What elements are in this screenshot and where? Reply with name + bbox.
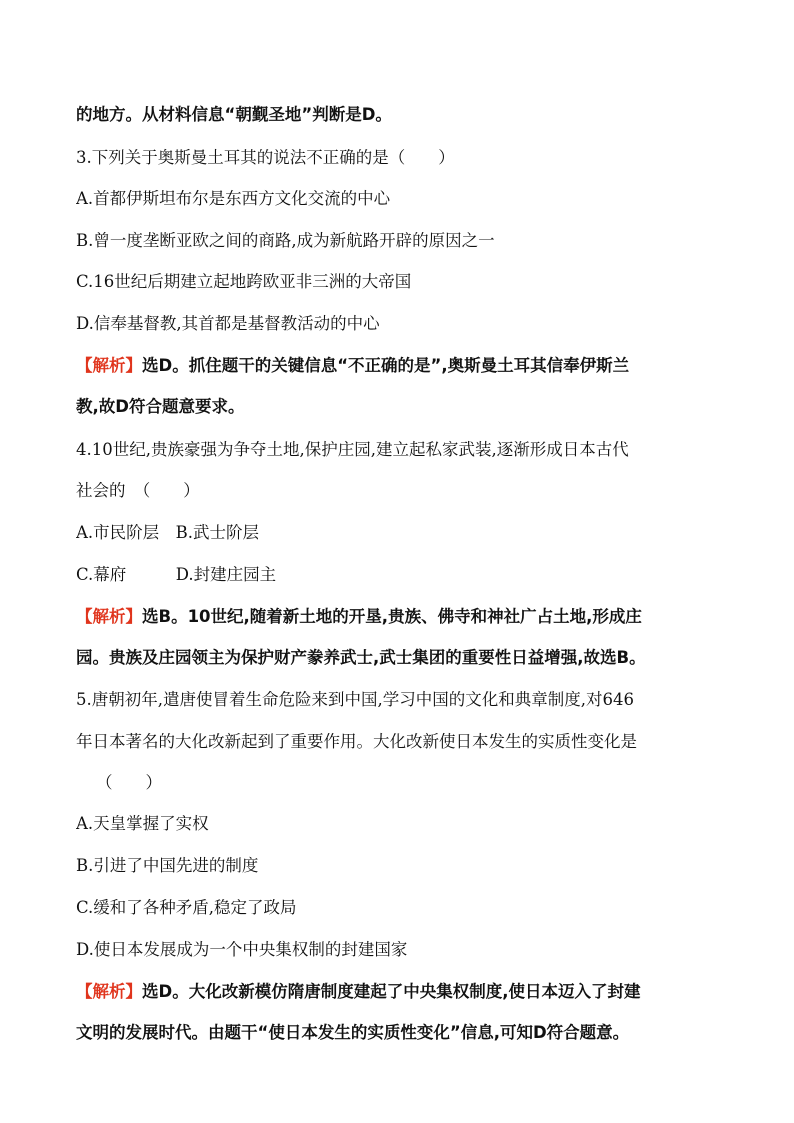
analysis-tag: 【解析】 bbox=[76, 356, 142, 375]
question-4-stem-line-2: 社会的 （ ） bbox=[76, 481, 200, 500]
question-3-option-c: C.16世纪后期建立起地跨欧亚非三洲的大帝国 bbox=[76, 272, 412, 291]
question-3-option-d: D.信奉基督教,其首都是基督教活动的中心 bbox=[76, 314, 380, 333]
analysis-text: 选D。大化改新模仿隋唐制度建起了中央集权制度,使日本迈入了封建 bbox=[142, 982, 641, 1001]
question-3-option-b: B.曾一度垄断亚欧之间的商路,成为新航路开辟的原因之一 bbox=[76, 231, 495, 250]
question-4-options-row-1: A.市民阶层 B.武士阶层 bbox=[76, 523, 260, 542]
question-5-analysis-line-2: 文明的发展时代。由题干“使日本发生的实质性变化”信息,可知D符合题意。 bbox=[76, 1023, 630, 1042]
question-4-stem-line-1: 4.10世纪,贵族豪强为争夺土地,保护庄园,建立起私家武装,逐渐形成日本古代 bbox=[76, 440, 629, 459]
question-5-analysis-line-1 bbox=[76, 981, 726, 1003]
question-3-analysis-line-2: 教,故D符合题意要求。 bbox=[76, 397, 245, 416]
analysis-text: 选D。抓住题干的关键信息“不正确的是”,奥斯曼土耳其信奉伊斯兰 bbox=[142, 356, 630, 375]
question-5-option-b: B.引进了中国先进的制度 bbox=[76, 856, 259, 875]
question-5-stem-line-1: 5.唐朝初年,遣唐使冒着生命危险来到中国,学习中国的文化和典章制度,对646 bbox=[76, 690, 634, 709]
analysis-tag: 【解析】 bbox=[76, 982, 142, 1001]
previous-analysis-continuation: 的地方。从材料信息“朝觐圣地”判断是D。 bbox=[76, 105, 392, 124]
analysis-tag: 【解析】 bbox=[76, 607, 142, 626]
question-5-stem-line-3: （ ） bbox=[96, 773, 162, 792]
question-3-stem: 3.下列关于奥斯曼土耳其的说法不正确的是（ ） bbox=[76, 148, 455, 167]
question-5-option-a: A.天皇掌握了实权 bbox=[76, 814, 209, 833]
question-4-analysis-line-1 bbox=[76, 606, 726, 628]
question-5-option-c: C.缓和了各种矛盾,稳定了政局 bbox=[76, 898, 297, 917]
question-3-option-a: A.首都伊斯坦布尔是东西方文化交流的中心 bbox=[76, 189, 391, 208]
question-4-analysis-line-2: 园。贵族及庄园领主为保护财产豢养武士,武士集团的重要性日益增强,故选B。 bbox=[76, 648, 646, 667]
question-5-option-d: D.使日本发展成为一个中央集权制的封建国家 bbox=[76, 940, 408, 959]
question-4-options-row-2: C.幕府 D.封建庄园主 bbox=[76, 565, 277, 584]
question-5-stem-line-2: 年日本著名的大化改新起到了重要作用。大化改新使日本发生的实质性变化是 bbox=[76, 732, 637, 751]
question-3-analysis-line-1 bbox=[76, 355, 726, 377]
analysis-text: 选B。10世纪,随着新土地的开垦,贵族、佛寺和神社广占土地,形成庄 bbox=[142, 607, 642, 626]
